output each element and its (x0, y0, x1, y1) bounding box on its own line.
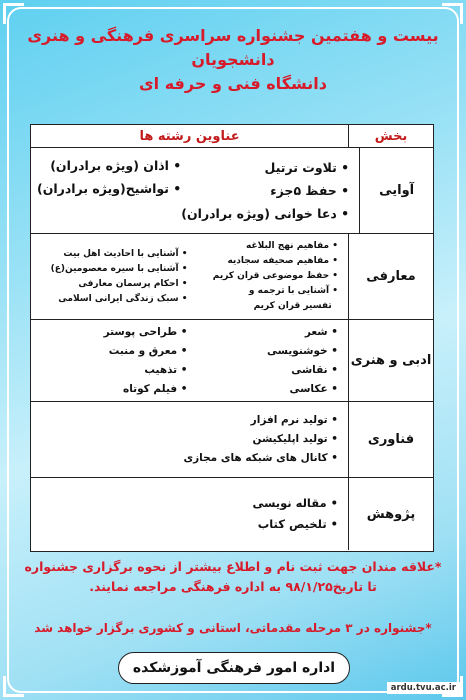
list-item: • تلخیص کتاب (258, 514, 338, 535)
poster-title (20, 24, 446, 96)
row-category: ادبی و هنری (348, 320, 433, 401)
list-item: • آشنایی با احادیث اهل بیت (63, 247, 187, 262)
list-item: • کانال های شبکه های مجازی (184, 449, 339, 468)
table-row (31, 320, 433, 402)
title-line-1: بیست و هفتمین جشنواره سراسری فرهنگی و هنری دانشجویان (27, 26, 439, 69)
row-category: آوایی (359, 148, 433, 233)
list-item: • حفظ موضوعی قران کریم (213, 269, 338, 284)
list-item: • طراحی پوستر (104, 323, 188, 342)
list-item: • اذان (ویژه برادران) (50, 154, 181, 177)
list-item: • حفظ ۵جزء (270, 179, 349, 202)
list-item: • معرق و منبت (109, 342, 188, 361)
site-watermark: ardu.tvu.ac.ir (387, 682, 460, 694)
list-item: • تلاوت ترتیل (265, 156, 350, 179)
list-item: • تواشیح(ویژه برادران) (37, 177, 181, 200)
list-item: • مفاهیم نهج البلاغه (246, 239, 338, 254)
list-item: • سبک زندگی ایرانی اسلامی (58, 292, 187, 307)
list-item: • فیلم کوتاه (123, 380, 188, 399)
note-line-2: تا تاریخ۹۸/۱/۲۵ به اداره فرهنگی مراجعه نمایند. (89, 579, 377, 594)
table-row (31, 148, 433, 234)
list-item: • عکاسی (289, 380, 338, 399)
title-line-2: دانشگاه فنی و حرفه ای (139, 74, 327, 93)
corner-ornament (3, 3, 24, 24)
row-items (31, 234, 348, 319)
table-row (31, 478, 433, 550)
list-item: • نقاشی (291, 361, 338, 380)
list-item: • احکام پرسمان معارفی (78, 277, 187, 292)
fields-table (30, 124, 434, 552)
table-row (31, 402, 433, 478)
list-item: • تذهیب (144, 361, 187, 380)
list-item: تفسیر قران کریم (253, 301, 332, 311)
list-item: • آشنایی با ترجمه و (249, 284, 338, 299)
row-category: پژوهش (348, 478, 433, 550)
footer-label: اداره امور فرهنگی آموزشکده (118, 652, 350, 684)
stages-note: *جشنواره در ۳ مرحله مقدماتی، استانی و کشوری برگزار خواهد شد (34, 621, 432, 635)
row-items (31, 148, 359, 233)
table-header (31, 125, 433, 148)
list-item: • تولید نرم افزار (251, 411, 338, 430)
header-fields: عناوین رشته ها (139, 128, 240, 144)
corner-ornament (442, 3, 463, 24)
registration-note (20, 557, 446, 597)
list-item: • خوشنویسی (267, 342, 338, 361)
list-item: • دعا خوانی (ویژه برادران) (181, 202, 349, 225)
note-line-1: *علاقه مندان جهت ثبت نام و اطلاع بیشتر از نحوه برگزاری جشنواره (24, 559, 442, 574)
table-row (31, 234, 433, 320)
row-items (31, 402, 348, 477)
list-item: • آشنایی با سیره معصومین(ع) (51, 262, 188, 277)
row-items (31, 320, 348, 401)
header-category: بخش (348, 125, 433, 147)
row-items (31, 478, 348, 550)
list-item: • تولید اپلیکیشن (253, 430, 339, 449)
list-item: • شعر (305, 323, 338, 342)
list-item: • مفاهیم صحیفه سجادیه (227, 254, 338, 269)
list-item: • مقاله نویسی (252, 493, 338, 514)
corner-ornament (3, 676, 24, 697)
row-category: معارفی (348, 234, 433, 319)
row-category: فناوری (348, 402, 433, 477)
